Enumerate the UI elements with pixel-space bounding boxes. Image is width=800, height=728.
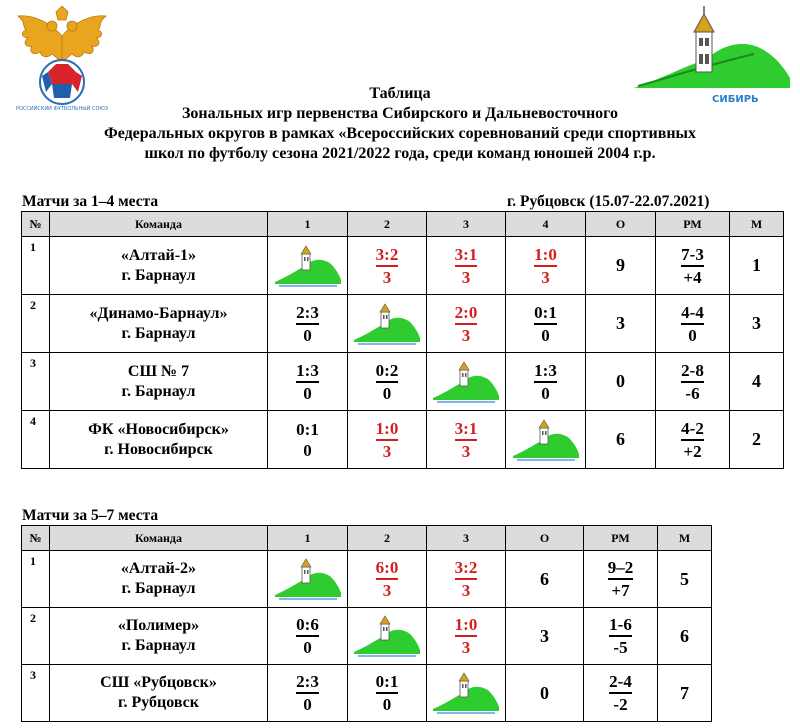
goals-ratio: 4-4 [681, 302, 704, 325]
goals [609, 671, 632, 715]
table-row [22, 411, 784, 469]
self-match-logo-icon [433, 360, 499, 404]
self-match-logo-icon [354, 302, 420, 346]
row-number: 2 [22, 608, 50, 665]
match-points: 3 [461, 638, 471, 657]
self-match-logo-icon [433, 671, 499, 715]
place: 3 [730, 295, 784, 353]
team-name: «Полимер» [117, 617, 200, 634]
score [376, 418, 399, 462]
place: 7 [658, 665, 712, 722]
column-header: № [22, 526, 50, 551]
points-total: 0 [586, 353, 656, 411]
goal-difference: -5 [613, 638, 628, 657]
team-name: ФК «Новосибирск» [88, 420, 229, 438]
title-line-1: Таблица [369, 85, 431, 102]
team-cell [50, 237, 268, 295]
column-header: 1 [268, 212, 348, 237]
match-points: 0 [303, 383, 312, 403]
place: 6 [658, 608, 712, 665]
team-name: СШ № 7 [127, 362, 190, 380]
goal-difference: +4 [683, 267, 702, 287]
points-total: 9 [586, 237, 656, 295]
match-result-cell [268, 237, 348, 295]
column-header: М [658, 526, 712, 551]
goals [681, 360, 704, 404]
title-line-4: школ по футболу сезона 2021/2022 года, среди команд юношей 2004 г.р. [144, 145, 656, 162]
match-points: 3 [461, 325, 471, 345]
match-result-cell [268, 608, 348, 665]
goals [681, 418, 704, 462]
match-score: 1:3 [296, 360, 319, 383]
column-header: № [22, 212, 50, 237]
score [534, 302, 557, 346]
column-header: О [586, 212, 656, 237]
match-result-cell [348, 665, 427, 722]
team-cell [50, 608, 268, 665]
match-result-cell [268, 551, 348, 608]
goals-ratio: 4-2 [681, 418, 704, 441]
match-points: 0 [382, 695, 392, 714]
standings-table-1-4 [21, 211, 784, 469]
score [455, 244, 478, 288]
match-score: 2:3 [296, 302, 319, 325]
match-result-cell [427, 411, 506, 469]
goals-ratio: 1-6 [609, 614, 632, 637]
score [296, 360, 319, 404]
score [534, 360, 557, 404]
header-row [22, 212, 784, 237]
match-points: 3 [382, 441, 392, 461]
match-score: 3:1 [455, 244, 478, 267]
siberia-logo-text: СИБИРЬ [712, 94, 759, 105]
self-match-logo-icon [513, 418, 579, 462]
match-result-cell [348, 411, 427, 469]
place: 4 [730, 353, 784, 411]
table-row [22, 295, 784, 353]
document-title [0, 84, 800, 164]
team-cell [50, 665, 268, 722]
match-points: 3 [541, 267, 550, 287]
match-score: 3:1 [455, 418, 478, 441]
match-score: 0:1 [376, 671, 399, 694]
goals-cell [584, 551, 658, 608]
row-number: 4 [22, 411, 50, 469]
goals-ratio: 2-8 [681, 360, 704, 383]
table-row [22, 551, 712, 608]
rfs-logo-text: РОССИЙСКИЙ ФУТБОЛЬНЫЙ СОЮЗ [15, 106, 109, 112]
match-score: 3:2 [455, 557, 478, 580]
match-score: 1:0 [455, 614, 478, 637]
match-result-cell [427, 295, 506, 353]
team-city: г. Новосибирск [104, 440, 213, 458]
match-result-cell [268, 353, 348, 411]
goals-cell [584, 665, 658, 722]
row-number: 1 [22, 237, 50, 295]
self-match-logo-icon [275, 557, 341, 601]
column-header: 4 [506, 212, 586, 237]
place: 5 [658, 551, 712, 608]
goals-cell [656, 411, 730, 469]
points-total: 6 [506, 551, 584, 608]
goals-cell [584, 608, 658, 665]
goals-cell [656, 237, 730, 295]
title-line-2: Зональных игр первенства Сибирского и Дальневосточного [181, 105, 619, 122]
column-header: РМ [584, 526, 658, 551]
match-points: 0 [303, 638, 312, 657]
self-match-logo-icon [354, 614, 420, 658]
table-row [22, 353, 784, 411]
team-name: «Динамо-Барнаул» [89, 304, 228, 322]
score [455, 614, 478, 658]
score [376, 360, 399, 404]
points-total: 3 [506, 608, 584, 665]
team-name: «Алтай-1» [120, 246, 197, 264]
team-city: г. Барнаул [121, 637, 196, 654]
score [376, 671, 399, 715]
table-row [22, 608, 712, 665]
score [296, 614, 319, 658]
match-result-cell [506, 411, 586, 469]
table-row [22, 665, 712, 722]
match-result-cell [268, 665, 348, 722]
score [296, 302, 319, 346]
column-header: 1 [268, 526, 348, 551]
match-result-cell [348, 237, 427, 295]
score [296, 419, 319, 461]
column-header: М [730, 212, 784, 237]
points-total: 6 [586, 411, 656, 469]
match-points: 0 [303, 695, 312, 714]
goal-difference: +7 [611, 581, 630, 600]
match-score: 0:1 [534, 302, 557, 325]
match-score: 2:0 [455, 302, 478, 325]
goal-difference: -2 [613, 695, 628, 714]
goals-ratio: 7-3 [681, 244, 704, 267]
match-result-cell [506, 295, 586, 353]
row-number: 1 [22, 551, 50, 608]
goals [608, 557, 634, 601]
points-total: 0 [506, 665, 584, 722]
team-name: СШ «Рубцовск» [100, 674, 217, 691]
match-result-cell [427, 551, 506, 608]
score [455, 302, 478, 346]
column-header: Команда [50, 526, 268, 551]
team-cell [50, 353, 268, 411]
match-result-cell [427, 353, 506, 411]
header-row [22, 526, 712, 551]
goals-cell [656, 353, 730, 411]
match-points: 3 [382, 581, 392, 600]
goals-cell [656, 295, 730, 353]
match-result-cell [348, 295, 427, 353]
score [455, 418, 478, 462]
match-score: 3:2 [376, 244, 399, 267]
match-result-cell [506, 237, 586, 295]
table-row [22, 237, 784, 295]
points-total: 3 [586, 295, 656, 353]
match-result-cell [268, 411, 348, 469]
match-score: 0:2 [376, 360, 399, 383]
place: 1 [730, 237, 784, 295]
team-city: г. Рубцовск [118, 694, 199, 711]
column-header: Команда [50, 212, 268, 237]
goals [609, 614, 632, 658]
team-city: г. Барнаул [121, 324, 196, 342]
match-result-cell [506, 353, 586, 411]
row-number: 3 [22, 665, 50, 722]
goal-difference: 0 [688, 325, 697, 345]
column-header: 2 [348, 212, 427, 237]
standings-table-5-7 [21, 525, 712, 722]
match-result-cell [348, 353, 427, 411]
goal-difference: -6 [685, 383, 700, 403]
team-cell [50, 551, 268, 608]
team-name: «Алтай-2» [120, 560, 197, 577]
column-header: 3 [427, 526, 506, 551]
match-result-cell [348, 551, 427, 608]
match-points: 0 [541, 325, 550, 345]
match-points: 3 [382, 267, 392, 287]
place: 2 [730, 411, 784, 469]
score [534, 244, 557, 288]
column-header: О [506, 526, 584, 551]
column-header: 3 [427, 212, 506, 237]
match-result-cell [348, 608, 427, 665]
team-cell [50, 411, 268, 469]
team-city: г. Барнаул [121, 266, 196, 284]
match-points: 3 [461, 581, 471, 600]
match-points: 0 [303, 325, 312, 345]
goals [681, 302, 704, 346]
match-points: 3 [461, 267, 471, 287]
section1-title: Матчи за 1–4 места [22, 193, 159, 210]
match-score: 0:1 [296, 419, 319, 439]
match-score: 1:3 [534, 360, 557, 383]
row-number: 2 [22, 295, 50, 353]
score [376, 244, 399, 288]
score [296, 671, 319, 715]
match-result-cell [427, 608, 506, 665]
match-score: 1:0 [376, 418, 399, 441]
match-points: 0 [541, 383, 550, 403]
section1-location: г. Рубцовск (15.07-22.07.2021) [507, 193, 710, 210]
goals [681, 244, 704, 288]
column-header: 2 [348, 526, 427, 551]
match-result-cell [427, 665, 506, 722]
match-points: 0 [303, 440, 312, 460]
match-result-cell [427, 237, 506, 295]
goal-difference: +2 [683, 441, 702, 461]
team-city: г. Барнаул [121, 382, 196, 400]
goals-ratio: 2-4 [609, 671, 632, 694]
self-match-logo-icon [275, 244, 341, 288]
team-cell [50, 295, 268, 353]
match-result-cell [268, 295, 348, 353]
match-score: 0:6 [296, 614, 319, 637]
score [376, 557, 399, 601]
match-score: 2:3 [296, 671, 319, 694]
row-number: 3 [22, 353, 50, 411]
score [455, 557, 478, 601]
column-header: РМ [656, 212, 730, 237]
title-line-3: Федеральных округов в рамках «Всероссийских соревнований среди спортивных [103, 125, 697, 142]
match-points: 0 [382, 383, 392, 403]
match-score: 6:0 [376, 557, 399, 580]
section2-title: Матчи за 5–7 места [22, 507, 159, 524]
match-score: 1:0 [534, 244, 557, 267]
goals-ratio: 9–2 [608, 557, 634, 580]
team-city: г. Барнаул [121, 580, 196, 597]
match-points: 3 [461, 441, 471, 461]
